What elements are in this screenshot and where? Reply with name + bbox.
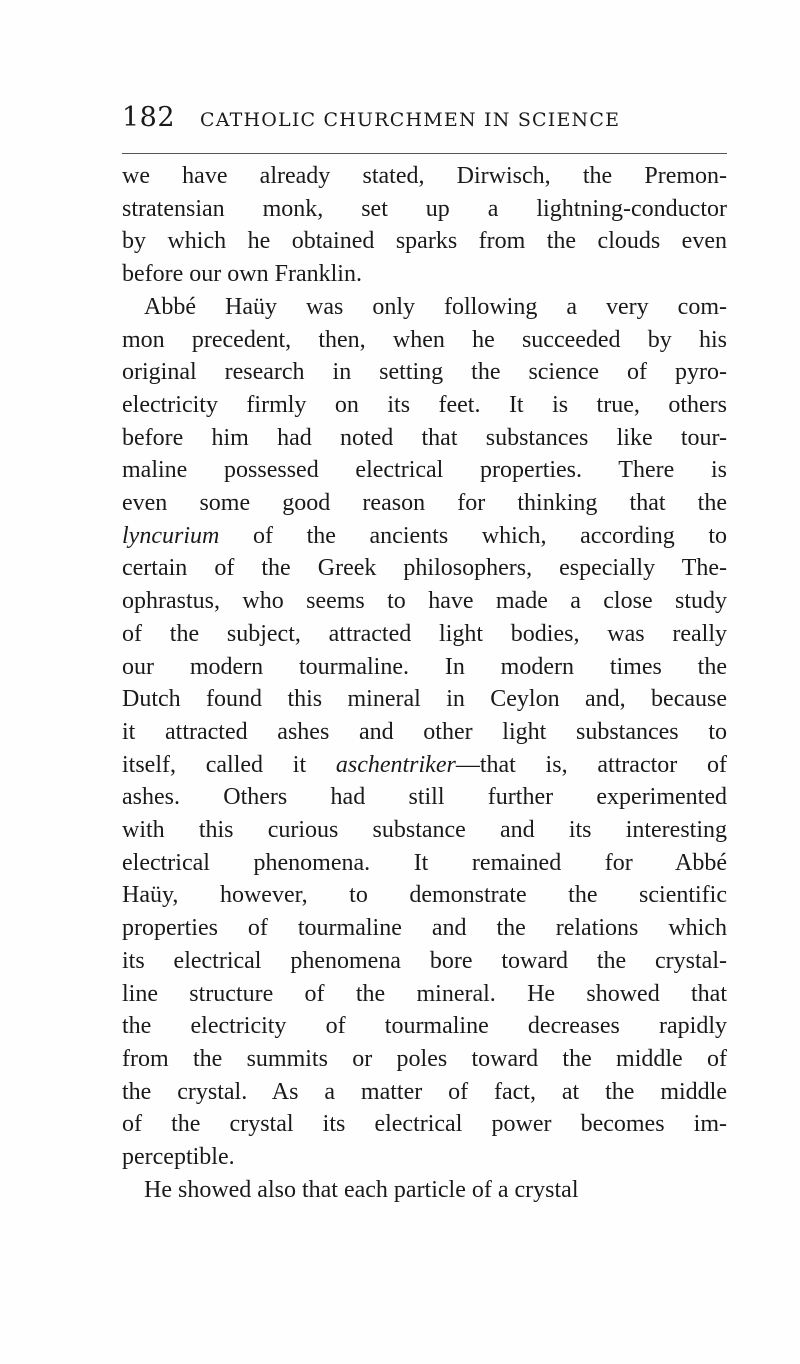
text-line: [122, 683, 727, 716]
text-line: [122, 585, 727, 618]
text-fragment: original research in setting the science of pyro-: [122, 359, 727, 386]
text-fragment: before him had noted that substances like tour-: [122, 424, 727, 451]
text-line: [122, 1043, 727, 1076]
text-fragment: Haüy, however, to demonstrate the scientific: [122, 882, 727, 909]
text-fragment: of the subject, attracted light bodies, was really: [122, 620, 727, 647]
text-line: [122, 618, 727, 651]
text-line: [122, 389, 727, 422]
text-line: [122, 814, 727, 847]
italic-term: aschentriker: [335, 751, 456, 778]
text-fragment: perceptible.: [122, 1144, 235, 1171]
text-fragment: properties of tourmaline and the relations which: [122, 915, 727, 942]
text-fragment: electricity firmly on its feet. It is true, others: [122, 391, 727, 418]
text-line: [122, 716, 727, 749]
text-line: [122, 651, 727, 684]
text-line: [122, 847, 727, 880]
text-line: [122, 781, 727, 814]
text-line: [122, 454, 727, 487]
text-line: [122, 193, 727, 226]
text-line: [122, 1010, 727, 1043]
text-fragment: —that is, attractor of: [455, 751, 727, 778]
text-line: [122, 487, 727, 520]
text-line: [122, 356, 727, 389]
text-fragment: of the crystal its electrical power becomes im-: [122, 1111, 727, 1138]
text-line: [122, 552, 727, 585]
text-fragment: electrical phenomena. It remained for Abbé: [122, 849, 727, 876]
italic-term: lyncurium: [122, 522, 220, 549]
text-fragment: Abbé Haüy was only following a very com-: [144, 293, 727, 320]
text-fragment: of the ancients which, according to: [219, 522, 727, 549]
text-line: [122, 912, 727, 945]
text-fragment: itself, called it: [122, 751, 336, 778]
text-fragment: our modern tourmaline. In modern times the: [122, 653, 727, 680]
text-fragment: certain of the Greek philosophers, especially The-: [122, 555, 727, 582]
text-fragment: ophrastus, who seems to have made a close study: [122, 588, 727, 615]
text-fragment: stratensian monk, set up a lightning-conductor: [122, 195, 727, 222]
text-line: [122, 978, 727, 1011]
text-fragment: line structure of the mineral. He showed that: [122, 980, 727, 1007]
text-line: [122, 422, 727, 455]
body-text: [122, 160, 727, 1207]
text-fragment: we have already stated, Dirwisch, the Premon-: [122, 163, 727, 189]
text-line: [122, 879, 727, 912]
text-line: [122, 520, 727, 553]
header-rule: [122, 153, 727, 154]
text-line: [122, 225, 727, 258]
text-line: [122, 324, 727, 357]
text-line: [122, 160, 727, 193]
text-line: [122, 1108, 727, 1141]
text-fragment: it attracted ashes and other light substances to: [122, 718, 727, 745]
text-fragment: mon precedent, then, when he succeeded by his: [122, 326, 727, 353]
text-fragment: with this curious substance and its interesting: [122, 817, 727, 844]
text-fragment: maline possessed electrical properties. There is: [122, 457, 727, 484]
running-title: CATHOLIC CHURCHMEN IN SCIENCE: [200, 109, 621, 131]
text-line: [122, 1141, 727, 1174]
text-fragment: He showed also that each particle of a crystal: [144, 1176, 579, 1203]
text-line: [122, 1174, 727, 1207]
text-fragment: by which he obtained sparks from the clouds even: [122, 228, 727, 255]
page-number: 182: [122, 102, 176, 133]
text-fragment: ashes. Others had still further experimented: [122, 784, 727, 811]
text-fragment: from the summits or poles toward the middle of: [122, 1045, 727, 1072]
text-line: [122, 258, 727, 291]
running-head: [122, 102, 728, 142]
text-fragment: the crystal. As a matter of fact, at the middle: [122, 1078, 727, 1105]
text-fragment: even some good reason for thinking that the: [122, 490, 727, 517]
text-fragment: its electrical phenomena bore toward the crystal-: [122, 947, 727, 974]
text-line: [122, 749, 727, 782]
text-line: [122, 291, 727, 324]
text-line: [122, 945, 727, 978]
text-fragment: before our own Franklin.: [122, 261, 362, 288]
text-line: [122, 1076, 727, 1109]
text-fragment: Dutch found this mineral in Ceylon and, because: [122, 686, 727, 713]
text-fragment: the electricity of tourmaline decreases rapidly: [122, 1013, 727, 1040]
